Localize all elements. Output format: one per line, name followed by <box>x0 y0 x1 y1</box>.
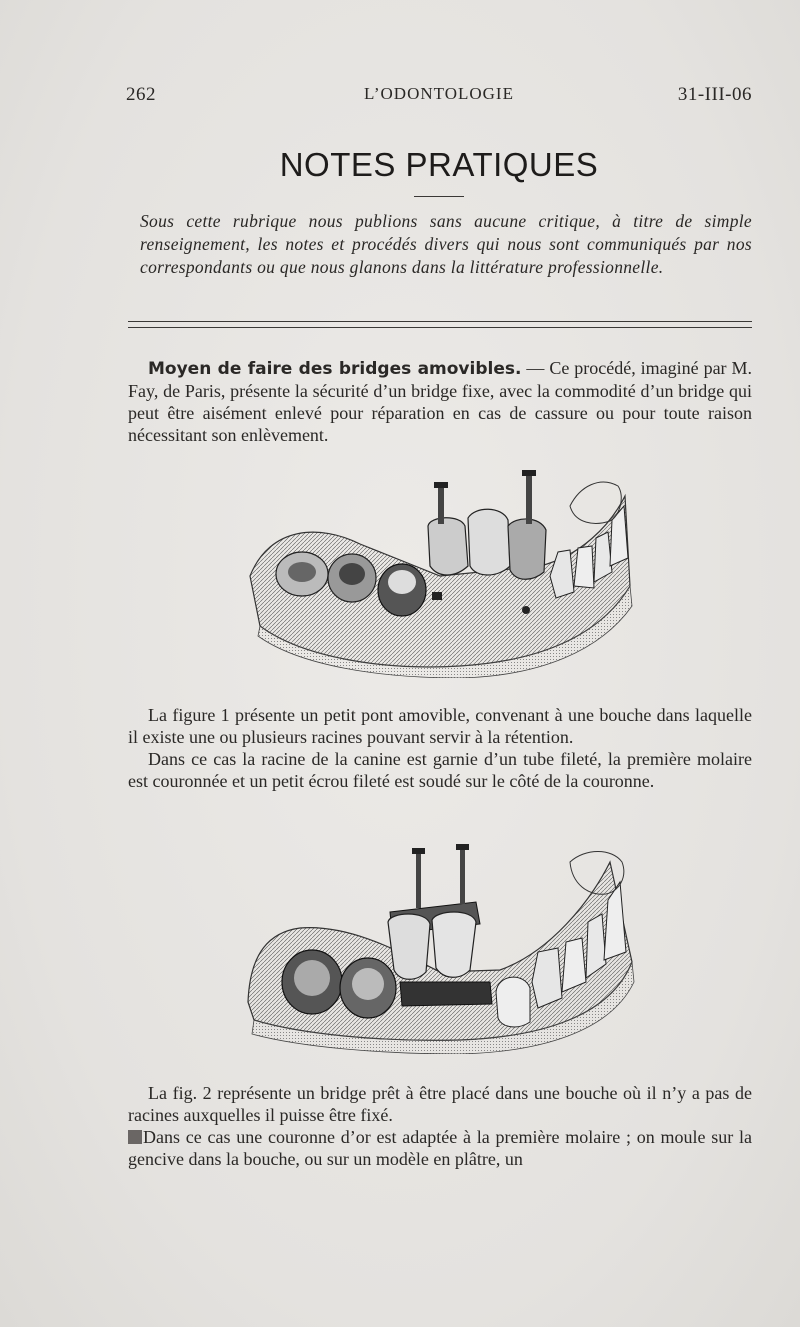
title-rule <box>414 196 464 197</box>
figure-text-section <box>128 704 752 792</box>
figure-1-bridge-illustration <box>240 466 638 678</box>
print-blot-mark <box>128 1130 142 1144</box>
article-heading: Moyen de faire des bridges amovibles. <box>148 359 522 379</box>
paragraph-canine: Dans ce cas la racine de la canine est garnie d’un tube fileté, la première molaire est couronnée et un petit écrou fileté est soudé sur le côté de la couronne. <box>128 749 752 791</box>
article-section <box>128 357 752 446</box>
final-text-section <box>128 1082 752 1170</box>
figure-2-bridge-illustration <box>240 842 638 1054</box>
article-lead-text: — Ce procédé, imaginé par M. Fay, de Paris, présente la sécurité d’un bridge fixe, avec la commodité d’un bridge qui peut être aisément enlevé pour réparation en cas de cassure ou pour toute raison nécessitant son enlèvement. <box>128 358 752 445</box>
issue-date: 31-III-06 <box>677 84 752 105</box>
paragraph-gold-crown: Dans ce cas une couronne d’or est adaptée à la première molaire ; on moule sur la gencive dans la bouche, ou sur un modèle en plâtre, un <box>128 1127 752 1169</box>
journal-title: L’ODONTOLOGIE <box>364 84 514 103</box>
running-head <box>126 84 752 110</box>
intro-paragraph: Sous cette rubrique nous publions sans aucune critique, à titre de simple renseignement, les notes et procédés divers qui nous sont communiqués par nos correspondants ou que nous glanons dans la littérature professionnelle. <box>140 211 752 277</box>
paragraph-fig1: La figure 1 présente un petit pont amovible, convenant à une bouche dans laquelle il existe une ou plusieurs racines pouvant servir à la rétention. <box>128 705 752 747</box>
double-rule-divider <box>128 321 752 328</box>
section-title: NOTES PRATIQUES <box>279 146 599 183</box>
page-number: 262 <box>126 84 156 105</box>
paragraph-fig2: La fig. 2 représente un bridge prêt à être placé dans une bouche où il n’y a pas de racines auxquelles il puisse être fixé. <box>128 1083 752 1125</box>
